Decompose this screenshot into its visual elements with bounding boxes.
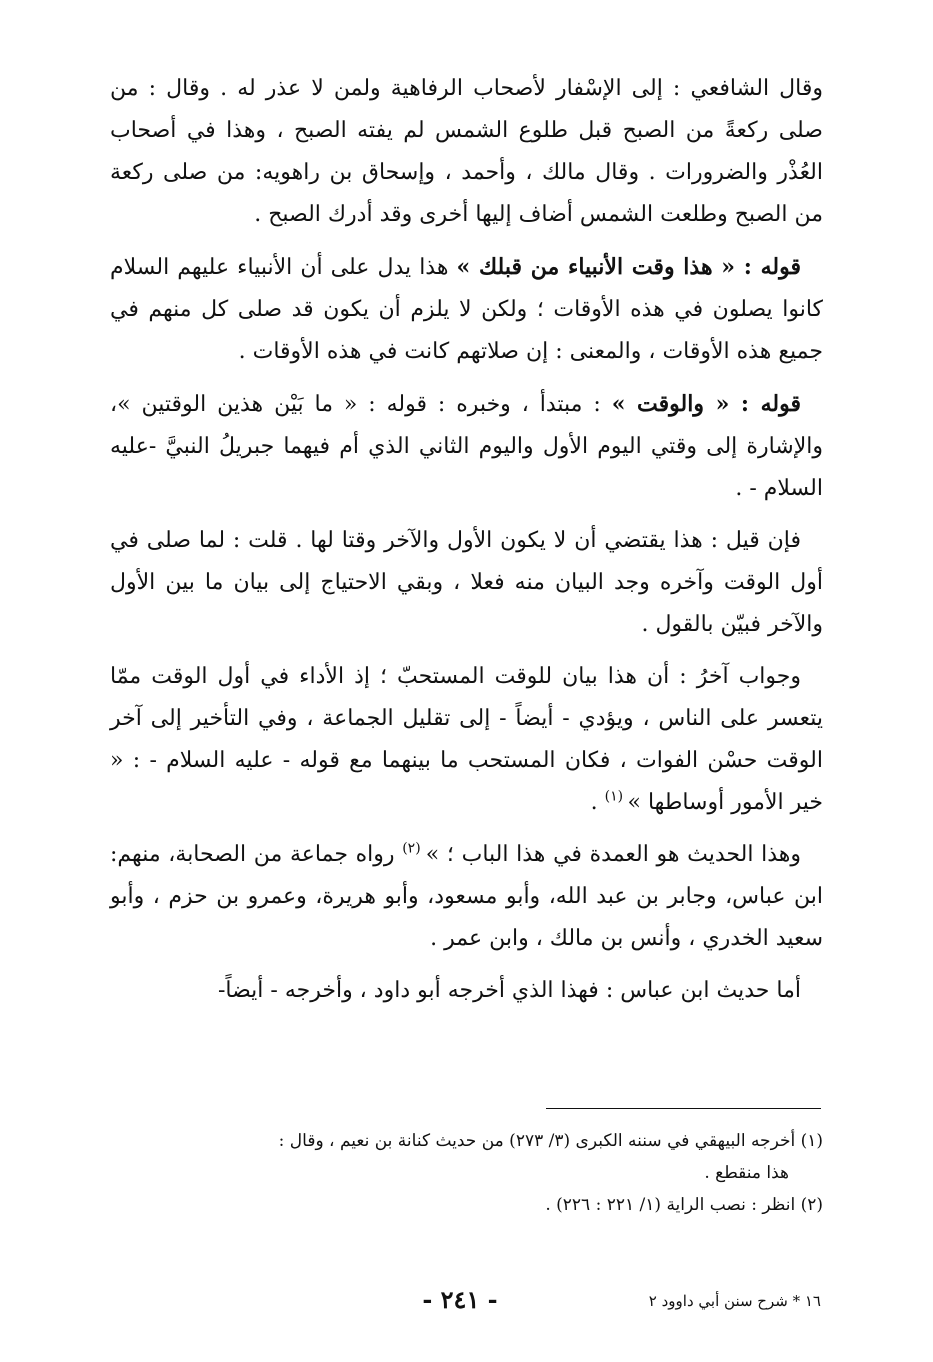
paragraph-7	[110, 970, 823, 1012]
footnote-1-continuation	[110, 1157, 823, 1189]
footnote-text: (٢) انظر : نصب الراية (١/ ٢٢١ : ٢٢٦) .	[545, 1195, 823, 1215]
footnotes-block	[110, 1125, 823, 1221]
page-number: - ٢٤١ -	[422, 1285, 498, 1314]
paragraph-6	[110, 834, 823, 960]
paragraph-3	[110, 383, 823, 510]
footnote-text: هذا منقطع .	[704, 1163, 789, 1183]
footnote-ref-2: (٢)	[402, 840, 426, 857]
paragraph-text: : مبتدأ ، وخبره : قوله : « ما بَيْن هذين الوقتين »، والإشارة إلى وقتي اليوم الأول واليوم الثاني الذي أم فيهما جبريلُ النبيَّ -عليه السلام - .	[110, 392, 823, 501]
paragraph-text: فإن قيل : هذا يقتضي أن لا يكون الأول والآخر وقتا لها . قلت : لما صلى في أول الوقت وآخره وجد البيان منه فعلا ، وبقي الاحتياج إلى بيان ما بين الأول والآخر فبيّن بالقول .	[110, 528, 823, 637]
paragraph-5	[110, 656, 823, 824]
footnote-1	[110, 1125, 823, 1157]
paragraph-2	[110, 246, 823, 373]
paragraph-1	[110, 68, 823, 236]
paragraph-text: .	[590, 790, 605, 815]
main-text-block	[110, 68, 823, 1022]
paragraph-4	[110, 520, 823, 646]
paragraph-text: رواه جماعة من الصحابة، منهم: ابن عباس، وجابر بن عبد الله، وأبو مسعود، وأبو هريرة، وعمرو بن حزم ، وأبو سعيد الخدري ، وأنس بن مالك ، وابن عمر .	[110, 842, 823, 951]
paragraph-text: هذا يدل على أن الأنبياء عليهم السلام كانوا يصلون في هذه الأوقات ؛ ولكن لا يلزم أن يكون قد صلى كل منهم في جميع هذه الأوقات ، والمعنى : إن صلاتهم كانت في هذه الأوقات .	[110, 255, 823, 364]
printer-signature: ١٦ * شرح سنن أبي داوود ٢	[648, 1292, 821, 1310]
paragraph-text: وهذا الحديث هو العمدة في هذا الباب ؛ »	[425, 842, 802, 867]
footnote-text: (١) أخرجه البيهقي في سننه الكبرى (٣/ ٢٧٣) من حديث كنانة بن نعيم ، وقال :	[278, 1131, 823, 1151]
footnote-divider	[546, 1108, 821, 1109]
paragraph-text: وجواب آخرُ : أن هذا بيان للوقت المستحبّ ؛ إذ الأداء في أول الوقت ممّا يتعسر على الناس ، ويؤدي - أيضاً - إلى تقليل الجماعة ، وفي التأخير إلى آخر الوقت حسْن الفوات ، فكان المستحب ما بينهما مع قوله - عليه السلام - : « خير الأمور أوساطها »	[110, 664, 823, 815]
paragraph-text: أما حديث ابن عباس : فهذا الذي أخرجه أبو داود ، وأخرجه - أيضاً-	[217, 978, 801, 1003]
footnote-2	[110, 1189, 823, 1221]
quoted-phrase: قوله : « والوقت »	[611, 391, 801, 417]
footnote-ref-1: (١)	[604, 788, 628, 805]
paragraph-text: وقال الشافعي : إلى الإسْفار لأصحاب الرفاهية ولمن لا عذر له . وقال : من صلى ركعةً من الصبح قبل طلوع الشمس لم يفته الصبح ، وهذا في أصحاب العُذْر والضرورات . وقال مالك ، وأحمد ، وإسحاق بن راهويه: من صلى ركعة من الصبح وطلعت الشمس أضاف إليها أخرى وقد أدرك الصبح .	[110, 76, 823, 227]
quoted-phrase: قوله : « هذا وقت الأنبياء من قبلك »	[456, 254, 802, 280]
